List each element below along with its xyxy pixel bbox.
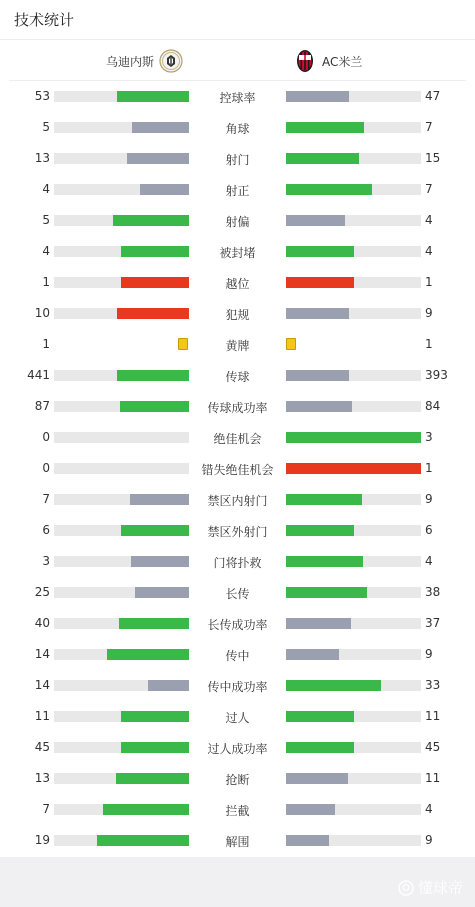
away-bar-track (286, 711, 421, 722)
home-bar-fill (116, 773, 189, 784)
home-value: 5 (42, 213, 50, 227)
stat-row (0, 112, 475, 143)
away-bar-fill (286, 525, 354, 536)
away-value: 7 (425, 120, 433, 134)
away-value: 4 (425, 213, 433, 227)
away-bar-fill (286, 742, 354, 753)
stat-label: 过人 (225, 711, 250, 725)
home-bar-track (54, 370, 189, 381)
stat-label: 犯规 (225, 308, 250, 322)
footer-bar (0, 857, 475, 907)
home-bar-fill (120, 401, 189, 412)
stat-row (0, 701, 475, 732)
home-bar-fill (121, 277, 189, 288)
home-value: 4 (42, 244, 50, 258)
away-bar-track (286, 649, 421, 660)
away-value: 84 (425, 399, 441, 413)
watermark (398, 877, 463, 898)
away-bar-track (286, 463, 421, 474)
home-value: 7 (42, 492, 50, 506)
home-value: 53 (34, 89, 50, 103)
stat-label: 长传成功率 (207, 618, 268, 632)
stat-label: 传中 (225, 649, 250, 663)
away-bar-fill (286, 184, 372, 195)
stat-row (0, 360, 475, 391)
home-bar-fill (140, 184, 189, 195)
away-bar-fill (286, 773, 348, 784)
home-value: 1 (42, 337, 50, 351)
away-bar-track (286, 556, 421, 567)
home-bar-track (54, 587, 189, 598)
home-team-name: 乌迪内斯 (105, 54, 154, 69)
header-bar (0, 0, 475, 40)
stat-label: 绝佳机会 (213, 432, 262, 446)
away-value: 6 (425, 523, 433, 537)
away-bar-fill (286, 401, 352, 412)
stat-row (0, 763, 475, 794)
home-bar-track (54, 401, 189, 412)
home-value: 13 (34, 771, 50, 785)
away-value: 33 (425, 678, 441, 692)
home-value: 5 (42, 120, 50, 134)
home-bar-track (54, 91, 189, 102)
stat-row (0, 329, 475, 360)
stat-row (0, 298, 475, 329)
home-bar-fill (132, 122, 189, 133)
page-title: 技术统计 (14, 11, 75, 29)
teams-header (9, 40, 466, 81)
away-bar-fill (286, 587, 367, 598)
home-bar-fill (148, 680, 189, 691)
home-team[interactable] (106, 48, 183, 74)
home-value: 441 (27, 368, 50, 382)
stat-label: 传球成功率 (207, 401, 268, 415)
away-value: 15 (425, 151, 441, 165)
stat-row (0, 391, 475, 422)
home-bar-track (54, 308, 189, 319)
home-value: 4 (42, 182, 50, 196)
away-bar-fill (286, 246, 354, 257)
stat-label: 传中成功率 (207, 680, 268, 694)
stat-row (0, 577, 475, 608)
away-bar-track (286, 835, 421, 846)
away-bar-track (286, 184, 421, 195)
away-value: 4 (425, 554, 433, 568)
stat-row (0, 484, 475, 515)
stat-label: 射偏 (225, 215, 250, 229)
home-bar-track (54, 835, 189, 846)
stat-label: 门将扑救 (213, 556, 262, 570)
away-value: 11 (425, 771, 441, 785)
stat-label: 拦截 (225, 804, 250, 818)
home-bar-fill (113, 215, 189, 226)
home-bar-fill (121, 711, 189, 722)
stat-row (0, 236, 475, 267)
home-bar-fill (121, 246, 189, 257)
away-bar-fill (286, 215, 345, 226)
home-bar-fill (121, 742, 189, 753)
away-value: 1 (425, 275, 433, 289)
stat-row (0, 794, 475, 825)
stat-label: 射正 (225, 184, 250, 198)
away-bar-track (286, 773, 421, 784)
home-bar-fill (117, 308, 189, 319)
home-bar-track (54, 215, 189, 226)
away-value: 9 (425, 647, 433, 661)
home-bar-fill (107, 649, 189, 660)
away-value: 1 (425, 461, 433, 475)
away-bar-track (286, 742, 421, 753)
stat-row (0, 174, 475, 205)
away-value: 9 (425, 306, 433, 320)
stat-label: 传球 (225, 370, 250, 384)
away-value: 38 (425, 585, 441, 599)
home-value: 1 (42, 275, 50, 289)
away-bar-fill (286, 122, 364, 133)
home-yellow-card-icon (178, 338, 188, 350)
away-bar-fill (286, 463, 421, 474)
stat-row (0, 81, 475, 112)
stat-label: 长传 (225, 587, 250, 601)
away-bar-track (286, 401, 421, 412)
stat-label: 射门 (225, 153, 250, 167)
home-bar-track (54, 277, 189, 288)
away-bar-fill (286, 804, 335, 815)
stat-row (0, 453, 475, 484)
home-bar-fill (97, 835, 189, 846)
home-bar-fill (117, 370, 189, 381)
away-yellow-card-icon (286, 338, 296, 350)
away-bar-fill (286, 835, 329, 846)
away-bar-fill (286, 556, 363, 567)
stat-row (0, 205, 475, 236)
away-bar-track (286, 277, 421, 288)
home-value: 0 (42, 461, 50, 475)
stat-label: 被封堵 (219, 246, 256, 260)
away-bar-fill (286, 649, 339, 660)
stat-label: 控球率 (219, 91, 256, 105)
away-bar-track (286, 618, 421, 629)
home-bar-track (54, 618, 189, 629)
stat-label: 抢断 (225, 773, 250, 787)
home-bar-track (54, 246, 189, 257)
away-bar-track (286, 153, 421, 164)
home-value: 45 (34, 740, 50, 754)
stat-label: 黄牌 (225, 339, 250, 353)
home-bar-track (54, 804, 189, 815)
home-value: 7 (42, 802, 50, 816)
away-bar-track (286, 370, 421, 381)
stat-row (0, 608, 475, 639)
away-value: 47 (425, 89, 441, 103)
away-value: 37 (425, 616, 441, 630)
home-value: 87 (34, 399, 50, 413)
stats-list (0, 81, 475, 856)
away-bar-track (286, 680, 421, 691)
away-value: 7 (425, 182, 433, 196)
home-bar-track (54, 742, 189, 753)
away-value: 1 (425, 337, 433, 351)
home-bar-track (54, 184, 189, 195)
stat-row (0, 732, 475, 763)
stat-label: 解围 (225, 835, 250, 849)
home-bar-track (54, 494, 189, 505)
away-team[interactable] (293, 48, 362, 74)
away-bar-track (286, 804, 421, 815)
away-bar-track (286, 494, 421, 505)
away-bar-track (286, 122, 421, 133)
away-bar-fill (286, 680, 381, 691)
home-value: 14 (34, 647, 50, 661)
away-bar-fill (286, 153, 359, 164)
home-value: 6 (42, 523, 50, 537)
stat-row (0, 143, 475, 174)
home-value: 11 (34, 709, 50, 723)
home-bar-fill (130, 494, 189, 505)
home-bar-track (54, 122, 189, 133)
away-bar-fill (286, 308, 349, 319)
away-bar-track (286, 215, 421, 226)
away-bar-fill (286, 618, 351, 629)
away-bar-fill (286, 277, 354, 288)
home-bar-track (54, 680, 189, 691)
stat-label: 越位 (225, 277, 250, 291)
home-bar-fill (117, 91, 189, 102)
away-value: 393 (425, 368, 448, 382)
home-value: 14 (34, 678, 50, 692)
stat-row (0, 515, 475, 546)
stat-row (0, 639, 475, 670)
home-bar-track (54, 773, 189, 784)
stat-row (0, 670, 475, 701)
home-bar-fill (135, 587, 189, 598)
stat-row (0, 267, 475, 298)
stat-label: 角球 (225, 122, 250, 136)
home-bar-track (54, 556, 189, 567)
home-value: 19 (34, 833, 50, 847)
away-bar-track (286, 587, 421, 598)
away-bar-fill (286, 370, 349, 381)
stat-label: 过人成功率 (207, 742, 268, 756)
home-bar-track (54, 711, 189, 722)
home-bar-fill (127, 153, 189, 164)
stat-label: 禁区内射门 (207, 494, 268, 508)
away-bar-fill (286, 711, 354, 722)
away-value: 4 (425, 244, 433, 258)
away-bar-fill (286, 494, 362, 505)
away-value: 45 (425, 740, 441, 754)
home-bar-track (54, 649, 189, 660)
home-value: 25 (34, 585, 50, 599)
away-value: 3 (425, 430, 433, 444)
away-bar-track (286, 246, 421, 257)
away-bar-track (286, 308, 421, 319)
away-bar-fill (286, 91, 349, 102)
home-bar-track (54, 153, 189, 164)
stat-row (0, 825, 475, 856)
away-value: 9 (425, 492, 433, 506)
ac-milan-crest-icon (293, 49, 317, 73)
stat-row (0, 546, 475, 577)
away-value: 4 (425, 802, 433, 816)
away-team-name: AC米兰 (322, 54, 363, 69)
stat-label: 错失绝佳机会 (201, 463, 274, 477)
home-bar-track (54, 432, 189, 443)
home-bar-fill (121, 525, 189, 536)
home-bar-fill (119, 618, 189, 629)
away-bar-track (286, 432, 421, 443)
home-bar-track (54, 463, 189, 474)
home-bar-track (54, 525, 189, 536)
home-value: 40 (34, 616, 50, 630)
away-bar-fill (286, 432, 421, 443)
stat-label: 禁区外射门 (207, 525, 268, 539)
home-value: 3 (42, 554, 50, 568)
away-value: 11 (425, 709, 441, 723)
away-bar-track (286, 525, 421, 536)
home-value: 0 (42, 430, 50, 444)
away-bar-track (286, 91, 421, 102)
home-bar-fill (103, 804, 189, 815)
home-value: 10 (34, 306, 50, 320)
home-bar-fill (131, 556, 189, 567)
away-value: 9 (425, 833, 433, 847)
watermark-text: 懂球帝 (417, 879, 463, 897)
home-value: 13 (34, 151, 50, 165)
football-icon (398, 880, 414, 896)
stat-row (0, 422, 475, 453)
udinese-crest-icon (159, 49, 183, 73)
